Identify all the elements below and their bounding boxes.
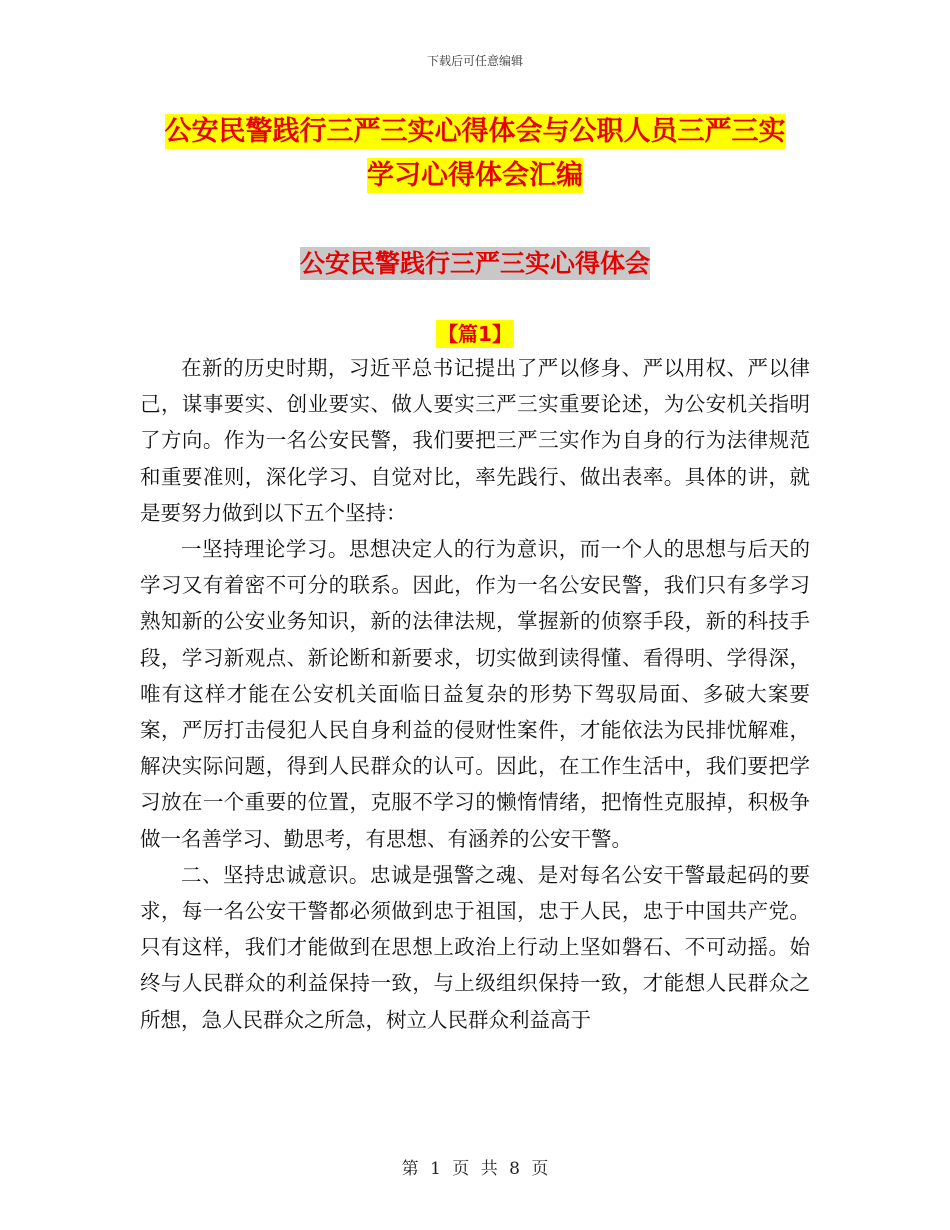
page-indicator: 第 1 页 共 8 页 (401, 1159, 549, 1179)
section-title-text: 公安民警践行三严三实心得体会 (299, 249, 650, 278)
main-title (150, 110, 800, 198)
paragraph-2: 一坚持理论学习。思想决定人的行为意识，而一个人的思想与后天的学习又有着密不可分的联系。因此，作为一名公安民警，我们只有多学习熟知新的公安业务知识，新的法律法规，掌握新的侦察手段，新的科技手段，学习新观点、新论断和新要求，切实做到读得懂、看得明、学得深，唯有这样才能在公安机关面临日益复杂的形势下驾驭局面、多破大案要案，严厉打击侵犯人民自身利益的侵财性案件，才能依法为民排忧解难，解决实际问题，得到人民群众的认可。因此，在工作生活中，我们要把学习放在一个重要的位置，克服不学习的懒惰情绪，把惰性克服掉，积极争做一名善学习、勤思考，有思想、有涵养的公安干警。 (140, 537, 810, 851)
paragraph-1: 在新的历史时期，习近平总书记提出了严以修身、严以用权、严以律己，谋事要实、创业要实、做人要实三严三实重要论述，为公安机关指明了方向。作为一名公安民警，我们要把三严三实作为自身的行为法律规范和重要准则，深化学习、自觉对比，率先践行、做出表率。具体的讲，就是要努力做到以下五个坚持： (140, 356, 810, 525)
paragraph-3: 二、坚持忠诚意识。忠诚是强警之魂、是对每名公安干警最起码的要求，每一名公安干警都必须做到忠于祖国，忠于人民，忠于中国共产党。只有这样，我们才能做到在思想上政治上行动上坚如磐石、不可动摇。始终与人民群众的利益保持一致，与上级组织保持一致，才能想人民群众之所想，急人民群众之所急，树立人民群众利益高于 (140, 862, 810, 1032)
header-note: 下载后可任意编辑 (426, 54, 523, 68)
body-text (140, 350, 810, 1038)
part-label (0, 318, 950, 347)
part-label-text: 【篇1】 (438, 322, 512, 346)
section-title (0, 244, 950, 280)
main-title-line1: 公安民警践行三严三实心得体会与公职人员三严三实 (164, 116, 786, 147)
main-title-line2: 学习心得体会汇编 (367, 160, 583, 191)
